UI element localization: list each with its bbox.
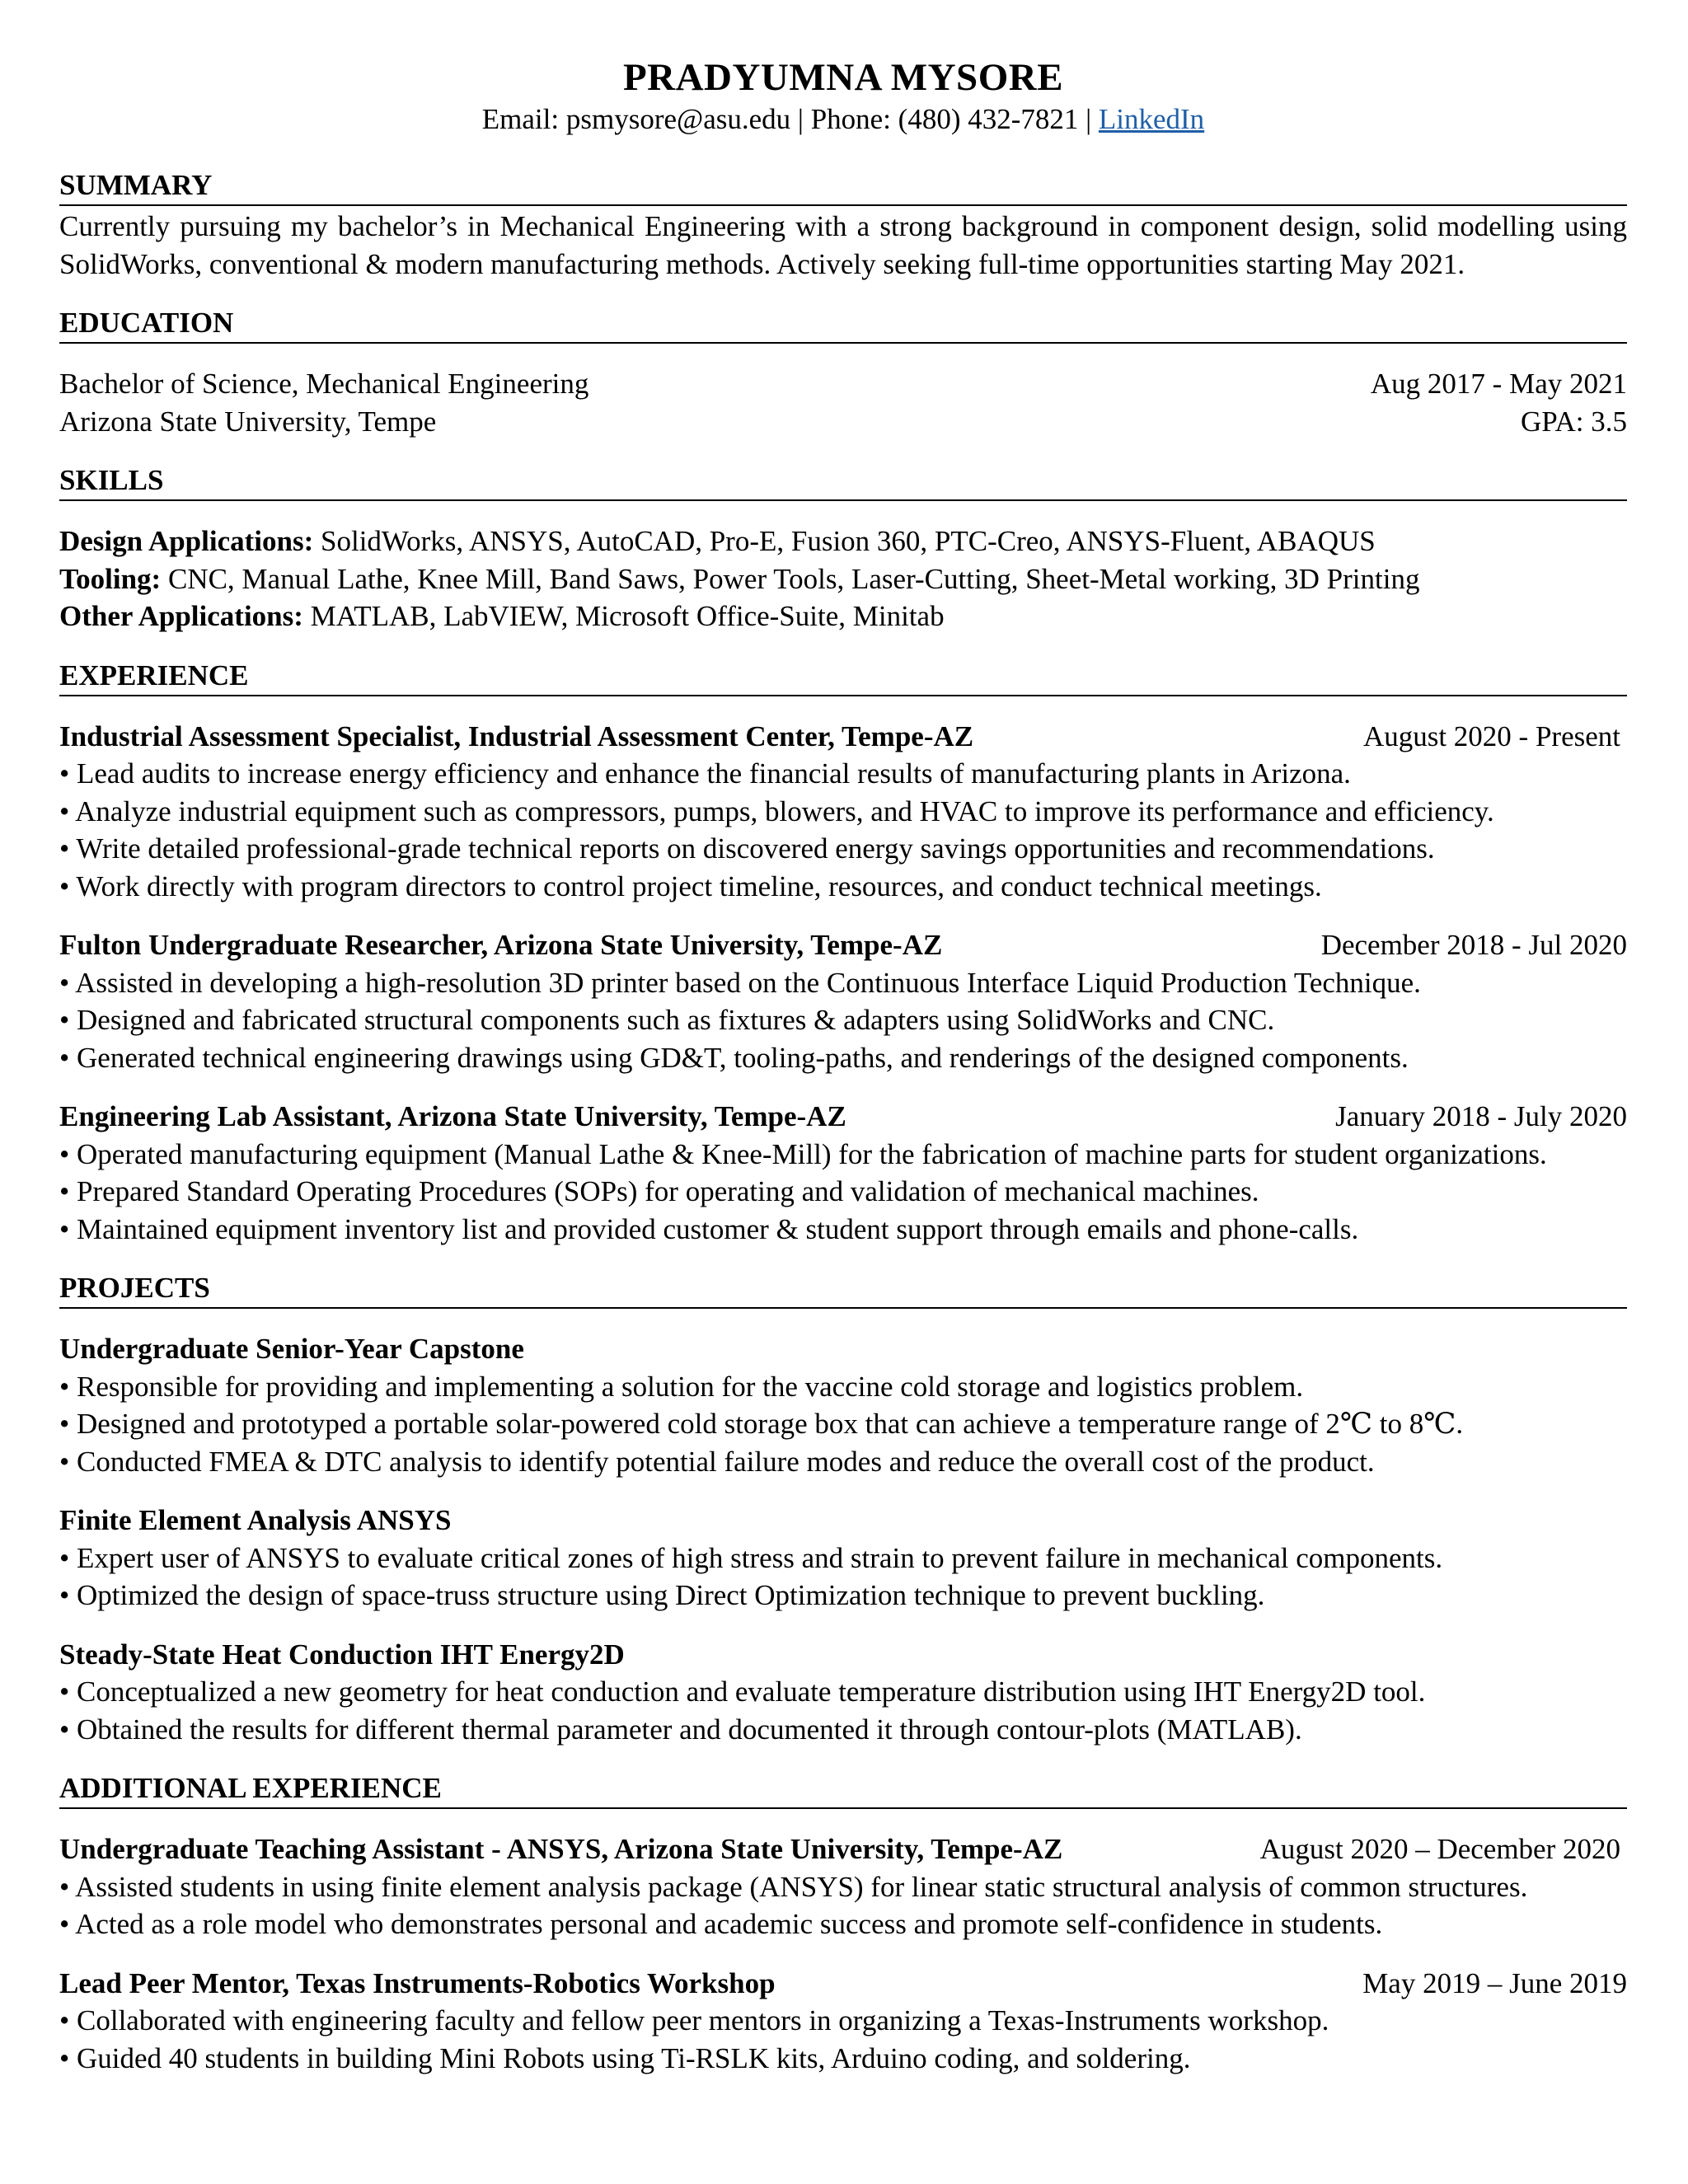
job-bullet: • Designed and fabricated structural components such as fixtures & adapters using SolidWorks and CNC. bbox=[59, 1004, 1275, 1037]
job-entry bbox=[59, 1098, 1627, 1248]
additional-experience-heading: ADDITIONAL EXPERIENCE bbox=[59, 1771, 1627, 1809]
degree: Bachelor of Science, Mechanical Engineering bbox=[59, 368, 589, 401]
project-bullet: • Responsible for providing and implementing a solution for the vaccine cold storage and logistics problem. bbox=[59, 1370, 1304, 1403]
project-bullet: • Optimized the design of space-truss structure using Direct Optimization technique to prevent buckling. bbox=[59, 1579, 1265, 1612]
job-dates: January 2018 - July 2020 bbox=[1335, 1100, 1627, 1133]
skill-value: MATLAB, LabVIEW, Microsoft Office-Suite, Minitab bbox=[302, 600, 945, 633]
project-bullet: • Designed and prototyped a portable solar-powered cold storage box that can achieve a temperature range of 2℃ to 8℃. bbox=[59, 1408, 1464, 1441]
job-bullet: • Guided 40 students in building Mini Robots using Ti-RSLK kits, Arduino coding, and soldering. bbox=[59, 2041, 1191, 2074]
job-dates: May 2019 – June 2019 bbox=[1362, 1966, 1627, 1999]
skill-line bbox=[59, 560, 1627, 598]
skill-value: CNC, Manual Lathe, Knee Mill, Band Saws, Power Tools, Laser-Cutting, Sheet-Metal working, 3D Printing bbox=[161, 562, 1420, 595]
job-bullet: • Write detailed professional-grade technical reports on discovered energy savings opportunities and recommendations. bbox=[59, 832, 1435, 865]
job-bullet: • Assisted in developing a high-resolution 3D printer based on the Continuous Interface Liquid Production Technique. bbox=[59, 966, 1421, 999]
job-bullet: • Maintained equipment inventory list and provided customer & student support through emails and phone-calls. bbox=[59, 1212, 1359, 1245]
job-title: Engineering Lab Assistant, Arizona State University, Tempe-AZ bbox=[59, 1100, 846, 1133]
skill-label: Tooling: bbox=[59, 562, 162, 595]
school: Arizona State University, Tempe bbox=[59, 405, 437, 438]
job-title: Fulton Undergraduate Researcher, Arizona State University, Tempe-AZ bbox=[59, 929, 943, 962]
job-bullet: • Prepared Standard Operating Procedures (SOPs) for operating and validation of mechanical machines. bbox=[59, 1175, 1259, 1208]
education-dates: Aug 2017 - May 2021 bbox=[1370, 368, 1627, 401]
skill-value: SolidWorks, ANSYS, AutoCAD, Pro-E, Fusion 360, PTC-Creo, ANSYS-Fluent, ABAQUS bbox=[313, 525, 1376, 558]
job-bullet: • Collaborated with engineering faculty and fellow peer mentors in organizing a Texas-Instruments workshop. bbox=[59, 2004, 1329, 2037]
project-entry bbox=[59, 1502, 1627, 1615]
project-bullet: • Obtained the results for different thermal parameter and documented it through contour-plots (MATLAB). bbox=[59, 1713, 1302, 1746]
skill-label: Other Applications: bbox=[59, 600, 303, 633]
projects-heading: PROJECTS bbox=[59, 1271, 1627, 1309]
project-bullet: • Expert user of ANSYS to evaluate critical zones of high stress and strain to prevent failure in mechanical components. bbox=[59, 1541, 1443, 1574]
job-dates: August 2020 – December 2020 bbox=[1259, 1833, 1620, 1866]
skill-line bbox=[59, 523, 1627, 560]
project-bullet: • Conceptualized a new geometry for heat conduction and evaluate temperature distribution using IHT Energy2D tool. bbox=[59, 1675, 1426, 1708]
job-entry bbox=[59, 1830, 1627, 1943]
skills-heading: SKILLS bbox=[59, 463, 1627, 501]
summary-heading: SUMMARY bbox=[59, 168, 1627, 206]
gpa: GPA: 3.5 bbox=[1520, 405, 1627, 438]
job-entry bbox=[59, 718, 1627, 906]
contact-line bbox=[59, 101, 1627, 138]
experience-heading: EXPERIENCE bbox=[59, 658, 1627, 696]
job-bullet: • Generated technical engineering drawings using GD&T, tooling-paths, and renderings of the designed components. bbox=[59, 1041, 1409, 1074]
summary-text: Currently pursuing my bachelor’s in Mechanical Engineering with a strong background in component design, solid modelling using SolidWorks, conventional & modern manufacturing methods. Actively seeking full-time opportunities starting May 2021. bbox=[59, 210, 1627, 280]
job-bullet: • Acted as a role model who demonstrates personal and academic success and promote self-confidence in students. bbox=[59, 1908, 1383, 1941]
job-dates: December 2018 - Jul 2020 bbox=[1320, 929, 1627, 962]
candidate-name: PRADYUMNA MYSORE bbox=[622, 56, 1064, 99]
project-title: Undergraduate Senior-Year Capstone bbox=[59, 1333, 524, 1366]
job-entry bbox=[59, 1965, 1627, 2078]
job-entry bbox=[59, 926, 1627, 1076]
job-title: Undergraduate Teaching Assistant - ANSYS, Arizona State University, Tempe-AZ bbox=[59, 1833, 1063, 1866]
job-bullet: • Analyze industrial equipment such as compressors, pumps, blowers, and HVAC to improve its performance and efficiency. bbox=[59, 794, 1494, 827]
resume-page bbox=[59, 56, 1627, 2077]
project-bullet: • Conducted FMEA & DTC analysis to identify potential failure modes and reduce the overall cost of the product. bbox=[59, 1445, 1375, 1478]
contact-details: Email: psmysore@asu.edu | Phone: (480) 432-7821 | bbox=[481, 102, 1099, 135]
job-bullet: • Lead audits to increase energy efficiency and enhance the financial results of manufacturing plants in Arizona. bbox=[59, 757, 1351, 790]
project-title: Finite Element Analysis ANSYS bbox=[59, 1504, 452, 1537]
skill-label: Design Applications: bbox=[59, 525, 314, 558]
education-heading: EDUCATION bbox=[59, 306, 1627, 344]
job-title: Industrial Assessment Specialist, Industrial Assessment Center, Tempe-AZ bbox=[59, 719, 974, 752]
project-entry bbox=[59, 1636, 1627, 1749]
job-title: Lead Peer Mentor, Texas Instruments-Robotics Workshop bbox=[59, 1966, 776, 1999]
job-bullet: • Operated manufacturing equipment (Manual Lathe & Knee-Mill) for the fabrication of machine parts for student organizations. bbox=[59, 1137, 1547, 1170]
job-bullet: • Assisted students in using finite element analysis package (ANSYS) for linear static structural analysis of common structures. bbox=[59, 1870, 1528, 1903]
education-entry bbox=[59, 365, 1627, 440]
linkedin-link[interactable]: LinkedIn bbox=[1098, 102, 1205, 135]
project-title: Steady-State Heat Conduction IHT Energy2D bbox=[59, 1638, 625, 1671]
job-dates: August 2020 - Present bbox=[1362, 719, 1620, 752]
project-entry bbox=[59, 1330, 1627, 1480]
job-bullet: • Work directly with program directors to control project timeline, resources, and conduct technical meetings. bbox=[59, 869, 1322, 902]
skills-list bbox=[59, 523, 1627, 635]
skill-line bbox=[59, 598, 1627, 635]
